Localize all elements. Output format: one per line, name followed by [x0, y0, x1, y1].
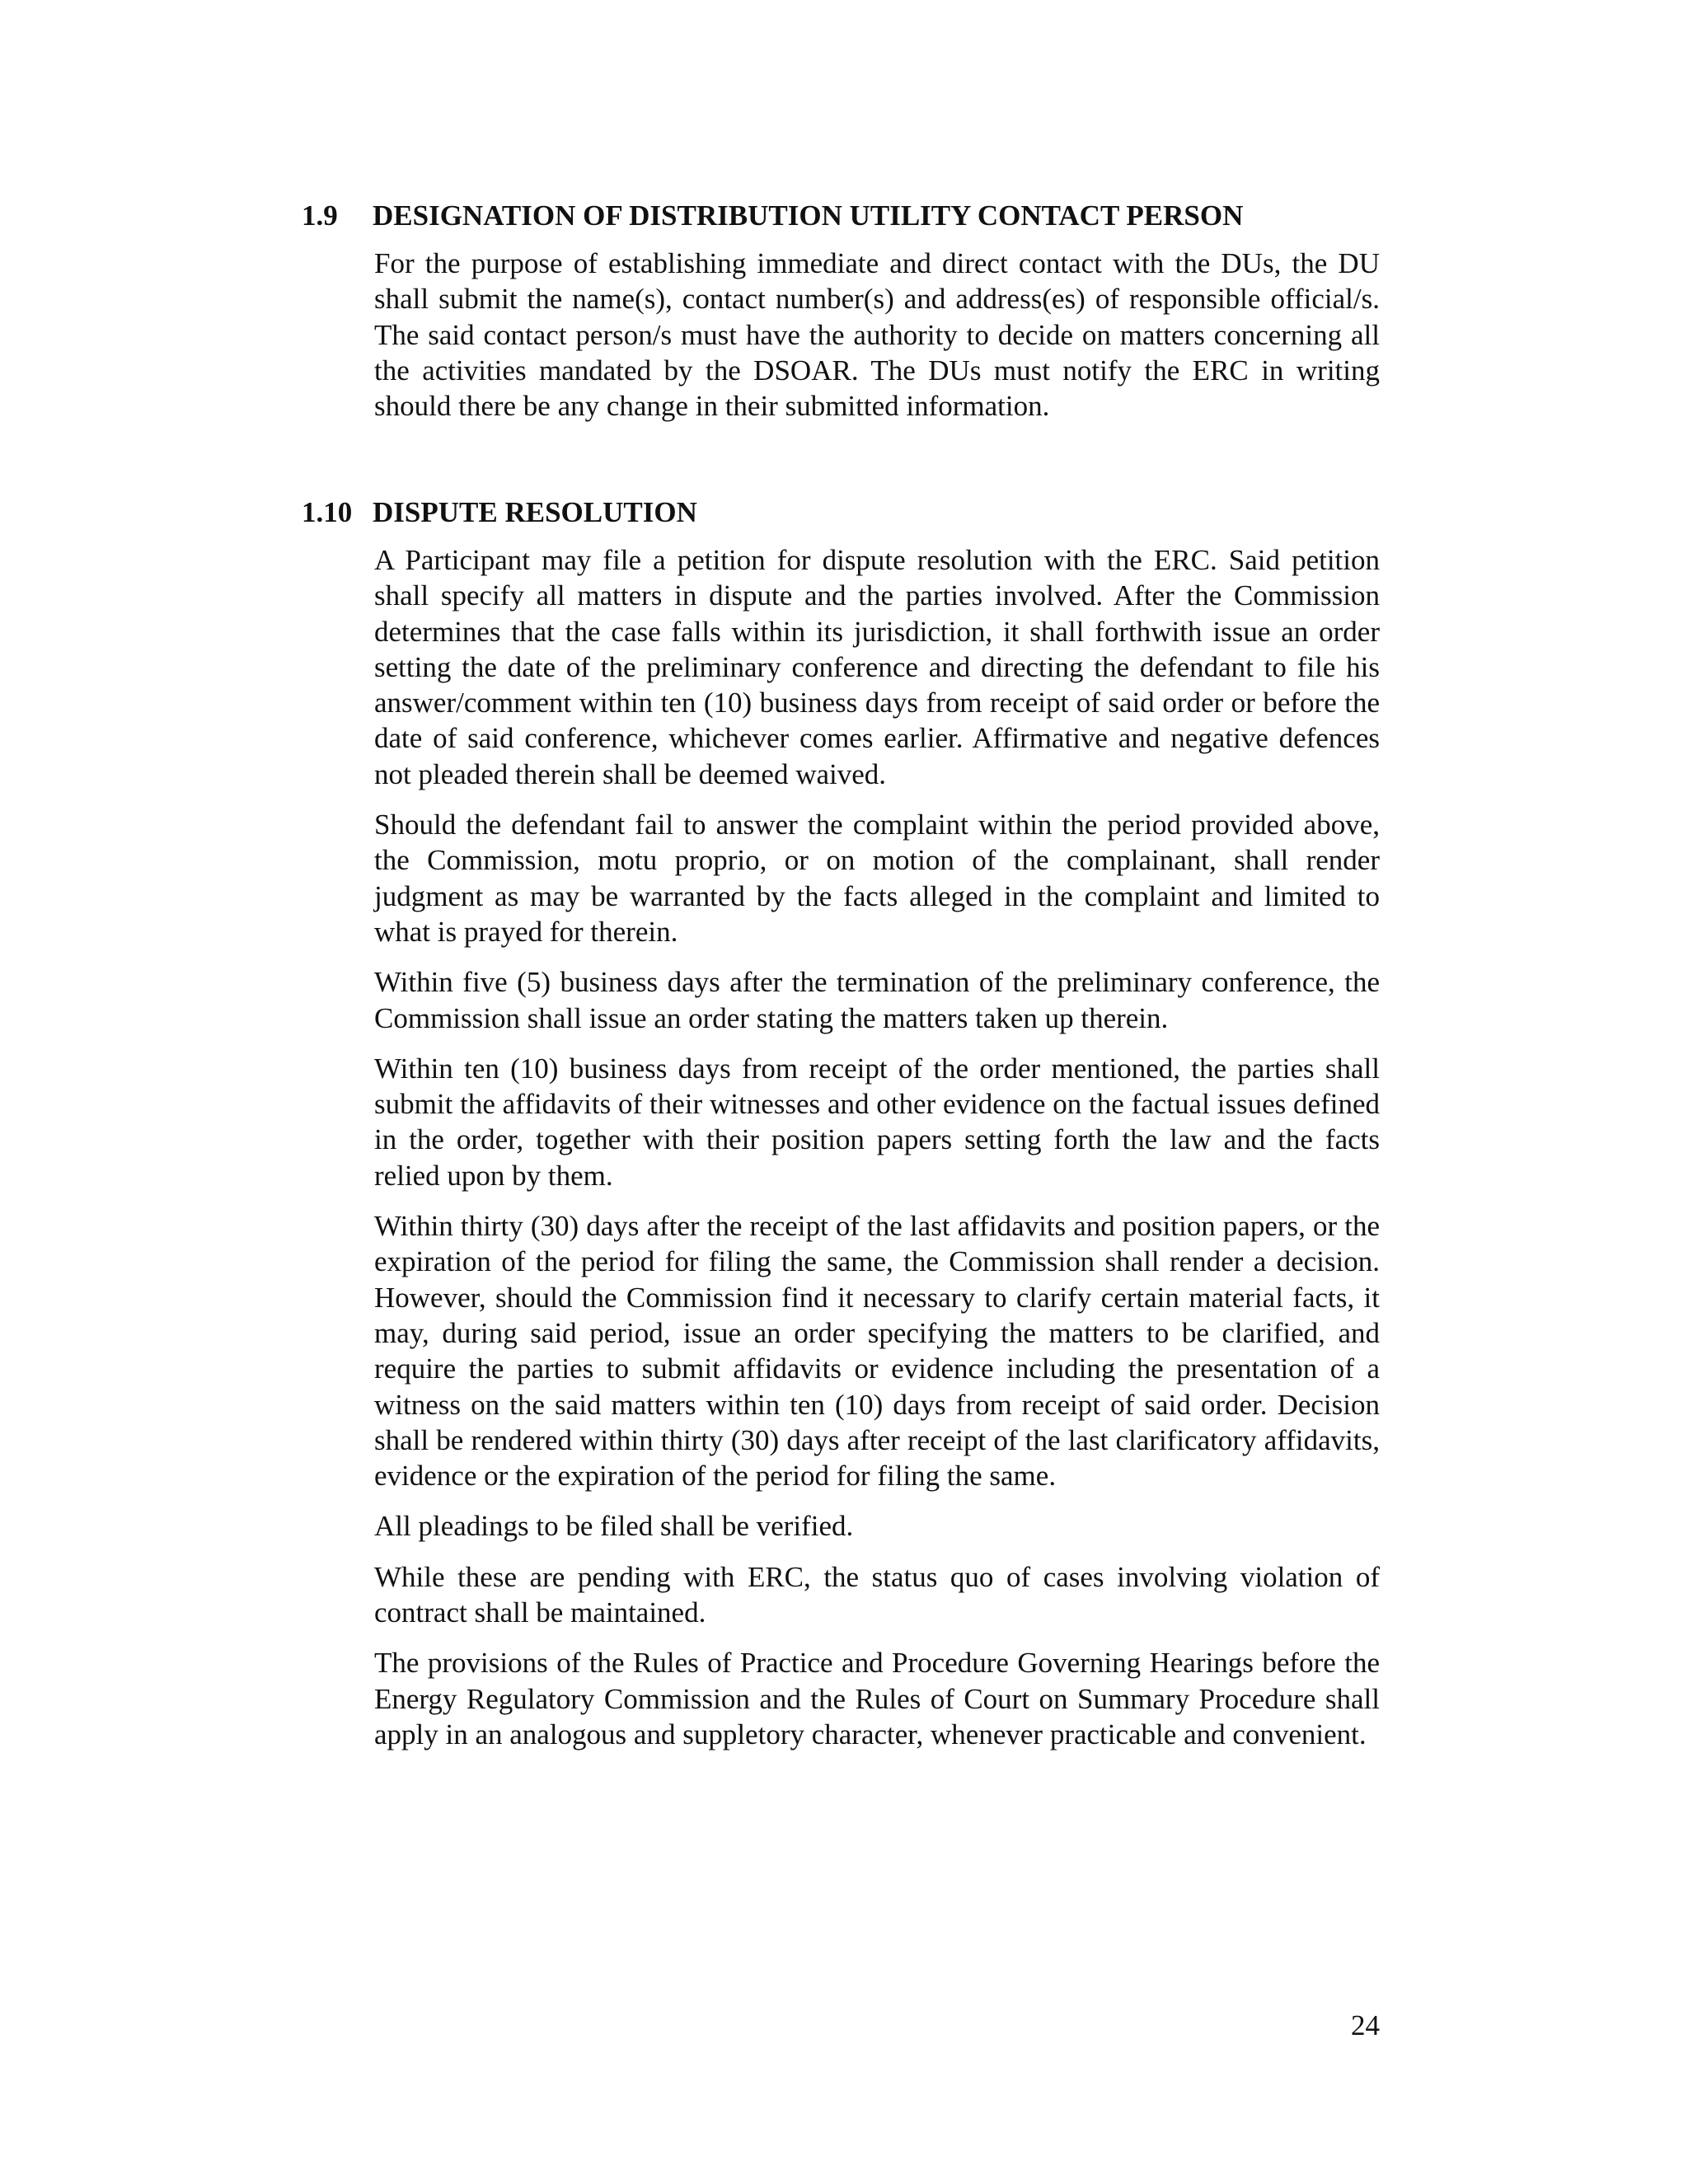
paragraph: Within ten (10) business days from receipt of the order mentioned, the parties shall submit the affidavits of their witnesses and other evidence on the factual issues defined in the order, together with their position papers setting forth the law and the facts relied upon by them. [374, 1052, 1380, 1192]
paragraph: A Participant may file a petition for dispute resolution with the ERC. Said petition shall specify all matters in dispute and the parties involved. After the Commission determines that the case falls within its jurisdiction, it shall forthwith issue an order setting the date of the preliminary conference and directing the defendant to file his answer/comment within ten (10) business days from receipt of said order or before the date of said conference, whichever comes earlier. Affirmative and negative defences not pleaded therein shall be deemed waived. [374, 544, 1380, 790]
section-number: 1.9 [302, 199, 338, 232]
section-title: DESIGNATION OF DISTRIBUTION UTILITY CONTACT PERSON [373, 199, 1244, 232]
section-1-9 [302, 198, 1380, 438]
page-number: 24 [1351, 2009, 1380, 2041]
section-1-10 [302, 494, 1380, 1767]
paragraph: All pleadings to be filed shall be verified. [374, 1510, 854, 1543]
section-number: 1.10 [302, 496, 353, 528]
paragraph: Within five (5) business days after the termination of the preliminary conference, the Commission shall issue an order stating the matters taken up therein. [374, 966, 1380, 1034]
paragraph: The provisions of the Rules of Practice and Procedure Governing Hearings before the Energy Regulatory Commission and the Rules of Court on Summary Procedure shall apply in an analogous and suppletory character, whenever practicable and convenient. [374, 1647, 1380, 1750]
section-title: DISPUTE RESOLUTION [373, 496, 697, 528]
paragraph: Should the defendant fail to answer the complaint within the period provided above, the Commission, motu proprio, or on motion of the complainant, shall render judgment as may be warranted by the facts alleged in the complaint and limited to what is prayed for therein. [374, 808, 1380, 948]
paragraph: Within thirty (30) days after the receipt of the last affidavits and position papers, or the expiration of the period for filing the same, the Commission shall render a decision. However, should the Commission find it necessary to clarify certain material facts, it may, during said period, issue an order specifying the matters to be clarified, and require the parties to submit affidavits or evidence including the presentation of a witness on the said matters within ten (10) days from receipt of said order. Decision shall be rendered within thirty (30) days after receipt of the last clarificatory affidavits, evidence or the expiration of the period for filing the same. [374, 1210, 1380, 1493]
section-heading [302, 494, 1380, 531]
paragraph: For the purpose of establishing immediate and direct contact with the DUs, the DU shall submit the name(s), contact number(s) and address(es) of responsible official/s. The said contact person/s must have the authority to decide on matters concerning all the activities mandated by the DSOAR. The DUs must notify the ERC in writing should there be any change in their submitted information. [374, 247, 1380, 423]
section-heading [302, 198, 1380, 234]
paragraph: While these are pending with ERC, the status quo of cases involving violation of contract shall be maintained. [374, 1560, 1380, 1629]
